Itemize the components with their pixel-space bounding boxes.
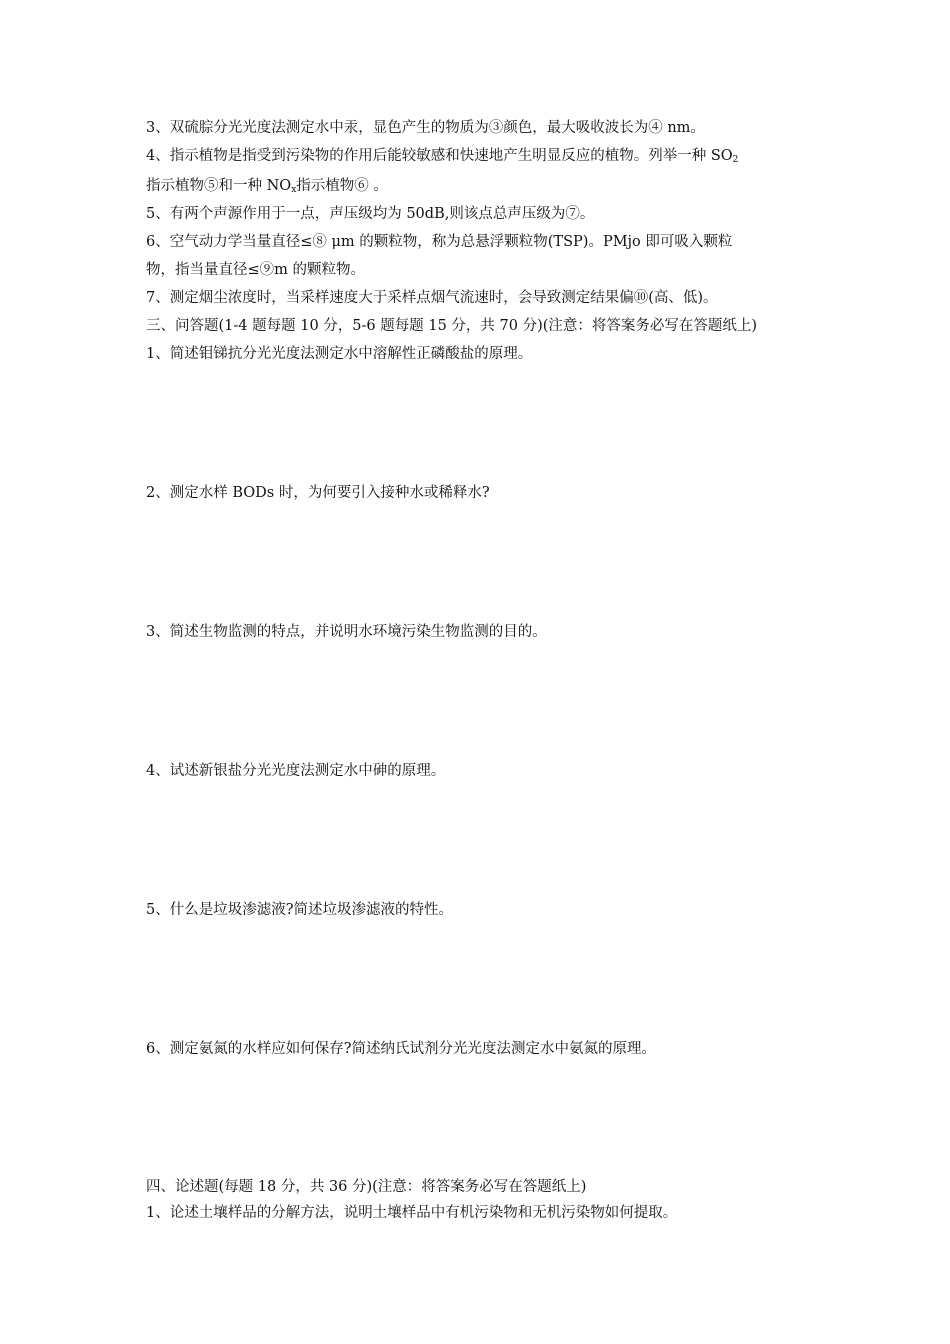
so2-subscript: 2 (732, 155, 739, 165)
fill-in-question-4-text: 4、指示植物是指受到污染物的作用后能较敏感和快速地产生明显反应的植物。列举一种 SO (146, 148, 733, 164)
fill-in-question-4-text-3: 指示植物⑥ 。 (296, 178, 388, 194)
fill-in-question-5: 5、有两个声源作用于一点，声压级均为 50dB,则该点总声压级为⑦。 (146, 206, 595, 222)
short-answer-question-3: 3、简述生物监测的特点，并说明水环境污染生物监测的目的。 (146, 624, 547, 640)
short-answer-question-5: 5、什么是垃圾渗滤液?简述垃圾渗滤液的特性。 (146, 902, 453, 918)
section-3-heading: 三、问答题(1-4 题每题 10 分，5-6 题每题 15 分，共 70 分)(注意：将答案务必写在答题纸上) (146, 318, 758, 334)
fill-in-question-4-text-2: 指示植物⑤和一种 NO (146, 178, 292, 194)
fill-in-question-6-line-2: 物，指当量直径≤⑨m 的颗粒物。 (146, 262, 366, 278)
short-answer-question-6: 6、测定氨氮的水样应如何保存?简述纳氏试剂分光光度法测定水中氨氮的原理。 (146, 1041, 656, 1057)
fill-in-question-3: 3、双硫腙分光光度法测定水中汞，显色产生的物质为③颜色，最大吸收波长为④ nm。 (146, 120, 705, 136)
essay-question-1: 1、论述土壤样品的分解方法，说明土壤样品中有机污染物和无机污染物如何提取。 (146, 1205, 678, 1221)
section-4-heading: 四、论述题(每题 18 分，共 36 分)(注意：将答案务必写在答题纸上) (146, 1179, 587, 1195)
short-answer-question-1: 1、简述钼锑抗分光光度法测定水中溶解性正磷酸盐的原理。 (146, 346, 533, 362)
short-answer-question-2: 2、测定水样 BODs 时，为何要引入接种水或稀释水? (146, 485, 490, 501)
nox-subscript: x (291, 185, 297, 195)
fill-in-question-7: 7、测定烟尘浓度时，当采样速度大于采样点烟气流速时，会导致测定结果偏⑩(高、低)。 (146, 290, 718, 306)
fill-in-question-6-line-1: 6、空气动力学当量直径≤⑧ μm 的颗粒物，称为总悬浮颗粒物(TSP)。PMjo 即可吸入颗粒 (146, 234, 733, 250)
fill-in-question-4-line-1 (146, 146, 826, 166)
fill-in-question-4-line-2 (146, 176, 826, 196)
short-answer-question-4: 4、试述新银盐分光光度法测定水中砷的原理。 (146, 763, 446, 779)
